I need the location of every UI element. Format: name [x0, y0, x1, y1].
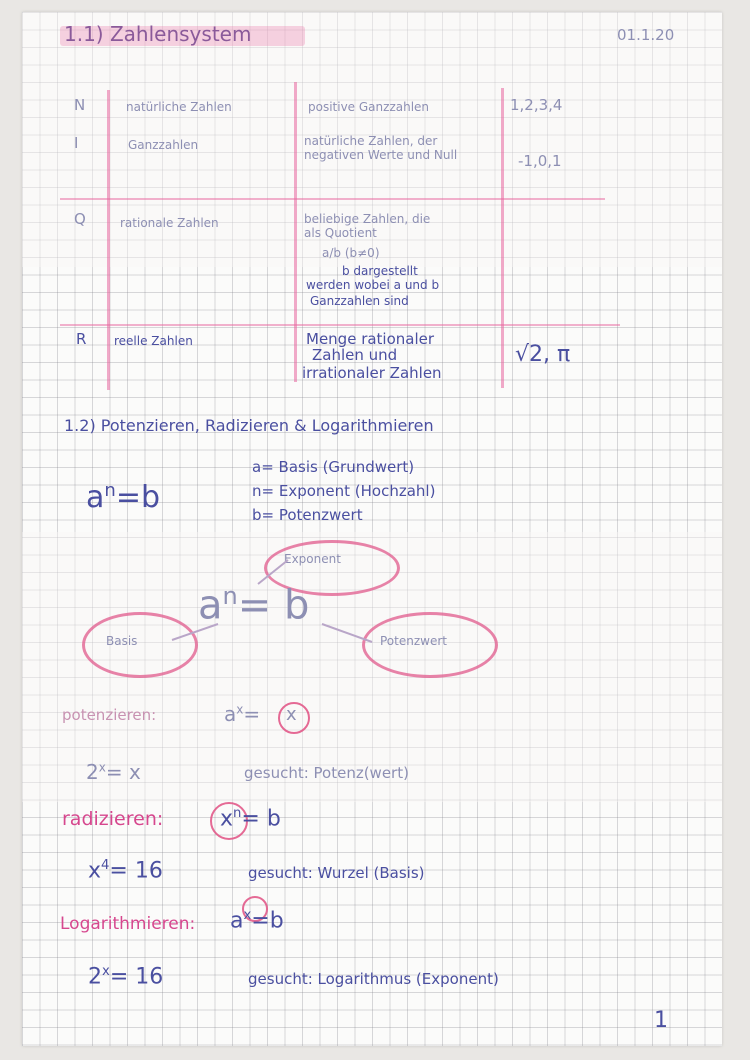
- example-rest: = x: [105, 760, 141, 784]
- diagram-arrows: [22, 12, 722, 712]
- legend-item: n= Exponent (Hochzahl): [252, 482, 436, 500]
- logarithmieren-example: [88, 964, 163, 989]
- r-desc-line: Menge rationaler: [306, 330, 435, 348]
- date: 01.1.20: [617, 26, 675, 44]
- row-name: reelle Zahlen: [114, 334, 193, 348]
- q-desc-line: a/b (b≠0): [322, 246, 380, 260]
- legend-item: b= Potenzwert: [252, 506, 363, 524]
- row-name: natürliche Zahlen: [126, 100, 232, 114]
- potenzieren-example: [86, 760, 141, 784]
- radizieren-example: [88, 858, 163, 883]
- example-rest: = 16: [109, 858, 163, 884]
- example-exponent: x: [102, 964, 110, 979]
- q-desc-line: beliebige Zahlen, die: [304, 212, 431, 226]
- q-desc-line: werden wobei a und b: [306, 278, 440, 292]
- example-exponent: 4: [101, 858, 110, 873]
- formula-rest: =b: [115, 480, 160, 515]
- example-base: 2: [86, 760, 99, 784]
- potenzieren-unknown: x: [286, 704, 297, 725]
- row-symbol: N: [74, 96, 86, 114]
- example-exponent: x: [98, 760, 106, 775]
- formula-exponent: x: [236, 702, 244, 717]
- formula-exponent: n: [104, 480, 116, 501]
- potenzieren-formula: [224, 702, 260, 726]
- row-name: rationale Zahlen: [120, 216, 219, 230]
- legend-item: a= Basis (Grundwert): [252, 458, 415, 476]
- formula-base: a: [86, 480, 105, 515]
- row-symbol: R: [76, 330, 87, 348]
- formula-exponent: n: [233, 806, 242, 821]
- diagram-base: a: [198, 582, 223, 629]
- formula-rest: = b: [241, 806, 281, 832]
- logarithmieren-formula: [230, 908, 284, 933]
- r-desc-line: Zahlen und: [312, 346, 398, 364]
- label-exponent: Exponent: [284, 552, 341, 566]
- potenzieren-sought: gesucht: Potenz(wert): [244, 764, 409, 782]
- formula-exponent: x: [243, 908, 252, 923]
- example-base: 2: [88, 964, 102, 990]
- example-rest: = 16: [109, 964, 164, 990]
- row-name: Ganzzahlen: [128, 138, 199, 152]
- row-example: 1,2,3,4: [510, 96, 563, 114]
- section-title: 1.1) Zahlensystem: [64, 22, 252, 46]
- row-description: natürliche Zahlen, der negativen Werte und Null: [304, 134, 458, 162]
- row-example: √2, π: [515, 342, 571, 367]
- row-symbol: I: [74, 134, 79, 152]
- label-base: Basis: [106, 634, 138, 648]
- formula-rest: =b: [251, 908, 284, 934]
- radizieren-formula: [220, 806, 281, 831]
- label-logarithmieren: Logarithmieren:: [60, 914, 196, 934]
- diagram-rest: = b: [237, 582, 310, 629]
- page-number: 1: [654, 1008, 668, 1033]
- formula-equals: =: [243, 702, 261, 726]
- q-desc-line: b dargestellt: [342, 264, 418, 278]
- formula-base: a: [230, 908, 244, 934]
- q-desc-line: Ganzzahlen sind: [310, 294, 409, 308]
- radizieren-sought: gesucht: Wurzel (Basis): [248, 864, 425, 882]
- example-base: x: [88, 858, 102, 884]
- formula-unknown: x: [220, 806, 234, 832]
- notebook-page: [22, 12, 722, 1046]
- row-example: -1,0,1: [518, 152, 562, 170]
- label-potenzieren: potenzieren:: [62, 706, 157, 724]
- r-desc-line: irrationaler Zahlen: [302, 364, 442, 382]
- row-symbol: Q: [74, 210, 86, 228]
- row-description: positive Ganzzahlen: [308, 100, 430, 114]
- logarithmieren-sought: gesucht: Logarithmus (Exponent): [248, 970, 499, 988]
- label-value: Potenzwert: [380, 634, 447, 648]
- diagram-exponent: n: [222, 582, 238, 610]
- formula-base: a: [224, 702, 237, 726]
- label-radizieren: radizieren:: [62, 808, 164, 830]
- q-desc-line: als Quotient: [304, 226, 377, 240]
- section-title: 1.2) Potenzieren, Radizieren & Logarithmieren: [64, 416, 434, 435]
